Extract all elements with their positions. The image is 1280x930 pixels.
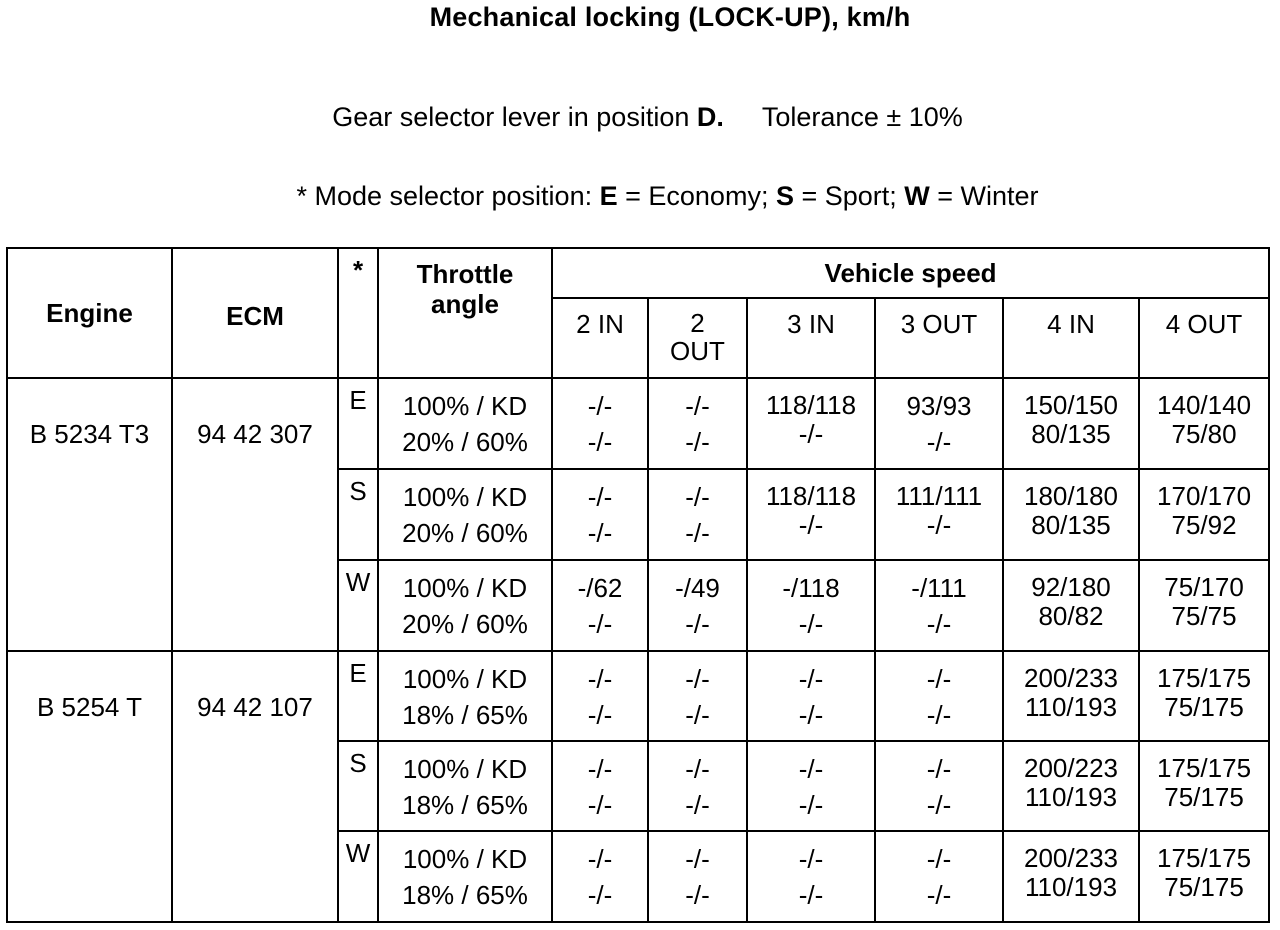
- cell-value: 110/193: [1024, 872, 1118, 902]
- engine-cell: B 5254 T: [7, 651, 172, 922]
- cell-value: -/-: [587, 482, 613, 512]
- cell-value: -/-: [587, 754, 613, 784]
- cell-value-stack: [553, 664, 647, 730]
- cell-value: -/111: [911, 573, 967, 603]
- cell-value: -/-: [587, 880, 613, 910]
- cell-value: 75/80: [1171, 419, 1237, 449]
- cell-value: 92/180: [1031, 572, 1111, 602]
- speed-cell: [648, 741, 747, 831]
- cell-value: -/-: [798, 664, 824, 694]
- speed-cell: [747, 741, 875, 831]
- cell-value-stack: [748, 573, 874, 639]
- cell-value: -/-: [926, 844, 952, 874]
- cell-value: 18% / 65%: [402, 880, 528, 910]
- cell-value-stack: [649, 664, 746, 730]
- mode-legend: [0, 181, 1280, 212]
- table-body: [7, 378, 1269, 922]
- page-title: Mechanical locking (LOCK-UP), km/h: [429, 2, 911, 32]
- cell-value-stack: [553, 754, 647, 820]
- cell-value: 75/175: [1164, 692, 1244, 722]
- cell-value-stack: [876, 391, 1002, 457]
- speed-cell: [747, 651, 875, 741]
- throttle-cell: [378, 831, 552, 922]
- cell-value: 20% / 60%: [402, 427, 528, 457]
- cell-value: -/-: [685, 880, 710, 910]
- cell-value: -/-: [926, 754, 952, 784]
- cell-value: -/62: [577, 573, 623, 603]
- speed-cell: [552, 469, 648, 560]
- cell-value: 100% / KD: [402, 391, 528, 421]
- cell-value: -/-: [798, 790, 824, 820]
- cell-value: -/-: [798, 754, 824, 784]
- speed-cell: [552, 378, 648, 469]
- speed-cell: [648, 378, 747, 469]
- speed-cell: [875, 831, 1003, 922]
- cell-value: 75/75: [1171, 601, 1237, 631]
- cell-value: -/-: [587, 609, 613, 639]
- cell-value-stack: [379, 664, 551, 730]
- cell-value: -/-: [926, 790, 952, 820]
- cell-value: 175/175: [1157, 753, 1252, 783]
- speed-cell: [648, 831, 747, 922]
- speed-cell: [747, 560, 875, 651]
- cell-value-stack: [1140, 664, 1268, 730]
- cell-value: 118/118: [765, 390, 857, 420]
- cell-value: 175/175: [1157, 843, 1252, 873]
- cell-value-stack: [1004, 754, 1138, 820]
- speed-cell: [648, 469, 747, 560]
- cell-value-stack: [649, 482, 746, 548]
- cell-value: 100% / KD: [402, 844, 528, 874]
- header-gear-4-out: 4 OUT: [1139, 298, 1269, 378]
- cell-value: -/-: [685, 518, 710, 548]
- speed-cell: [1003, 651, 1139, 741]
- cell-value: 170/170: [1157, 481, 1252, 511]
- cell-value-stack: [1140, 844, 1268, 910]
- speed-cell: [1139, 560, 1269, 651]
- cell-value-stack: [649, 391, 746, 457]
- cell-value-stack: [553, 844, 647, 910]
- cell-value: -/-: [587, 844, 613, 874]
- cell-value: 75/170: [1164, 572, 1244, 602]
- throttle-cell: [378, 378, 552, 469]
- cell-value: -/-: [685, 664, 710, 694]
- mode-cell: W: [338, 560, 378, 651]
- mode-val-e: = Economy;: [617, 181, 776, 211]
- header-mode: *: [338, 248, 378, 378]
- cell-value: -/-: [587, 790, 613, 820]
- cell-value: -/-: [685, 754, 710, 784]
- speed-cell: [1139, 651, 1269, 741]
- cell-value-stack: [876, 482, 1002, 548]
- cell-value-stack: [553, 573, 647, 639]
- mode-cell: E: [338, 651, 378, 741]
- cell-value: -/-: [685, 790, 710, 820]
- speed-cell: [648, 560, 747, 651]
- cell-value-stack: [1140, 573, 1268, 639]
- cell-value: -/-: [685, 482, 710, 512]
- cell-value: 100% / KD: [402, 482, 528, 512]
- cell-value: 200/233: [1024, 843, 1118, 873]
- header-engine: Engine: [7, 248, 172, 378]
- cell-value: 140/140: [1157, 390, 1252, 420]
- speed-cell: [1139, 831, 1269, 922]
- cell-value-stack: [379, 844, 551, 910]
- cell-value: 200/233: [1024, 663, 1118, 693]
- cell-value: 100% / KD: [402, 664, 528, 694]
- cell-value-stack: [553, 482, 647, 548]
- cell-value-stack: [876, 754, 1002, 820]
- header-throttle-line2: angle: [431, 289, 499, 319]
- cell-value-stack: [1004, 391, 1138, 457]
- cell-value: 150/150: [1024, 390, 1118, 420]
- header-ecm: ECM: [172, 248, 338, 378]
- speed-cell: [1003, 469, 1139, 560]
- speed-cell: [875, 560, 1003, 651]
- cell-value: 111/111: [895, 481, 983, 511]
- lockup-speed-table: [6, 247, 1270, 923]
- speed-cell: [875, 469, 1003, 560]
- header-gear-3-out: 3 OUT: [875, 298, 1003, 378]
- cell-value: -/-: [798, 609, 824, 639]
- cell-value: 180/180: [1024, 481, 1118, 511]
- table-row: [7, 378, 1269, 469]
- header-gear-2-out-line2: OUT: [670, 336, 725, 366]
- cell-value-stack: [379, 573, 551, 639]
- ecm-cell: 94 42 307: [172, 378, 338, 651]
- cell-value: -/118: [782, 573, 840, 603]
- cell-value-stack: [649, 844, 746, 910]
- cell-value: 20% / 60%: [402, 609, 528, 639]
- throttle-cell: [378, 469, 552, 560]
- speed-cell: [552, 651, 648, 741]
- cell-value-stack: [1140, 391, 1268, 457]
- cell-value: -/-: [798, 880, 824, 910]
- speed-cell: [747, 831, 875, 922]
- speed-cell: [1003, 560, 1139, 651]
- mode-val-w: = Winter: [929, 181, 1039, 211]
- speed-cell: [552, 560, 648, 651]
- mode-key-e: E: [599, 181, 618, 211]
- cell-value-stack: [649, 754, 746, 820]
- mode-legend-intro: * Mode selector position:: [296, 181, 600, 211]
- selector-text: Gear selector lever in position: [332, 102, 697, 132]
- cell-value: 75/175: [1164, 872, 1244, 902]
- speed-cell: [552, 741, 648, 831]
- cell-value: 75/92: [1171, 510, 1237, 540]
- cell-value-stack: [1004, 844, 1138, 910]
- header-gear-2-out-line1: 2: [690, 308, 705, 338]
- mode-key-w: W: [904, 181, 930, 211]
- cell-value-stack: [748, 664, 874, 730]
- speed-cell: [747, 378, 875, 469]
- cell-value-stack: [876, 844, 1002, 910]
- cell-value: 110/193: [1024, 692, 1118, 722]
- cell-value-stack: [876, 664, 1002, 730]
- cell-value: -/-: [926, 609, 952, 639]
- cell-value: -/-: [587, 427, 613, 457]
- selector-note: [0, 102, 1280, 133]
- cell-value: -/-: [685, 391, 710, 421]
- speed-cell: [875, 741, 1003, 831]
- selector-position: D.: [696, 102, 724, 132]
- cell-value: 80/135: [1031, 419, 1111, 449]
- cell-value: -/-: [685, 609, 710, 639]
- speed-cell: [875, 651, 1003, 741]
- table-row: [7, 651, 1269, 741]
- cell-value: -/-: [685, 844, 710, 874]
- cell-value: -/-: [798, 419, 824, 449]
- cell-value: -/-: [587, 664, 613, 694]
- cell-value: -/-: [926, 427, 952, 457]
- speed-cell: [1139, 469, 1269, 560]
- mode-cell: E: [338, 378, 378, 469]
- header-throttle-angle: [378, 248, 552, 378]
- cell-value-stack: [379, 391, 551, 457]
- cell-value-stack: [1004, 482, 1138, 548]
- cell-value-stack: [1140, 754, 1268, 820]
- speed-cell: [1139, 741, 1269, 831]
- throttle-cell: [378, 560, 552, 651]
- mode-key-s: S: [775, 181, 794, 211]
- cell-value: -/-: [587, 391, 613, 421]
- cell-value-stack: [748, 754, 874, 820]
- cell-value: 118/118: [765, 481, 857, 511]
- cell-value: -/-: [926, 700, 952, 730]
- cell-value: -/-: [587, 518, 613, 548]
- mode-cell: W: [338, 831, 378, 922]
- cell-value: -/-: [926, 510, 952, 540]
- speed-cell: [1139, 378, 1269, 469]
- cell-value-stack: [379, 482, 551, 548]
- header-gear-2-in: 2 IN: [552, 298, 648, 378]
- cell-value: 18% / 65%: [402, 700, 528, 730]
- cell-value: 200/223: [1024, 753, 1118, 783]
- header-gear-2-out: [648, 298, 747, 378]
- cell-value: 20% / 60%: [402, 518, 528, 548]
- engine-cell: B 5234 T3: [7, 378, 172, 651]
- cell-value-stack: [1004, 573, 1138, 639]
- cell-value: -/49: [675, 573, 720, 603]
- header-throttle-line1: Throttle: [416, 259, 514, 289]
- cell-value: -/-: [587, 700, 613, 730]
- cell-value: 80/82: [1038, 601, 1104, 631]
- cell-value: -/-: [926, 664, 952, 694]
- cell-value-stack: [553, 391, 647, 457]
- header-gear-3-in: 3 IN: [747, 298, 875, 378]
- header-gear-4-in: 4 IN: [1003, 298, 1139, 378]
- cell-value: 175/175: [1157, 663, 1252, 693]
- mode-val-s: = Sport;: [793, 181, 905, 211]
- cell-value: 18% / 65%: [402, 790, 528, 820]
- tolerance-text: Tolerance ± 10%: [761, 102, 963, 132]
- speed-cell: [648, 651, 747, 741]
- cell-value: 75/175: [1164, 782, 1244, 812]
- speed-cell: [875, 378, 1003, 469]
- cell-value: 80/135: [1031, 510, 1111, 540]
- speed-cell: [1003, 831, 1139, 922]
- cell-value: 110/193: [1024, 782, 1118, 812]
- cell-value: -/-: [685, 427, 710, 457]
- cell-value-stack: [748, 844, 874, 910]
- speed-cell: [747, 469, 875, 560]
- header-vehicle-speed: Vehicle speed: [552, 248, 1269, 298]
- mode-cell: S: [338, 469, 378, 560]
- cell-value: -/-: [798, 510, 824, 540]
- cell-value: -/-: [926, 880, 952, 910]
- mode-cell: S: [338, 741, 378, 831]
- cell-value-stack: [748, 482, 874, 548]
- cell-value: 100% / KD: [402, 754, 528, 784]
- cell-value-stack: [379, 754, 551, 820]
- cell-value-stack: [748, 391, 874, 457]
- cell-value-stack: [1140, 482, 1268, 548]
- cell-value: -/-: [685, 700, 710, 730]
- cell-value-stack: [876, 573, 1002, 639]
- ecm-cell: 94 42 107: [172, 651, 338, 922]
- cell-value: 93/93: [906, 391, 972, 421]
- cell-value: -/-: [798, 700, 824, 730]
- cell-value-stack: [649, 573, 746, 639]
- cell-value: -/-: [798, 844, 824, 874]
- speed-cell: [1003, 741, 1139, 831]
- cell-value-stack: [1004, 664, 1138, 730]
- speed-cell: [1003, 378, 1139, 469]
- throttle-cell: [378, 741, 552, 831]
- cell-value: 100% / KD: [402, 573, 528, 603]
- throttle-cell: [378, 651, 552, 741]
- speed-cell: [552, 831, 648, 922]
